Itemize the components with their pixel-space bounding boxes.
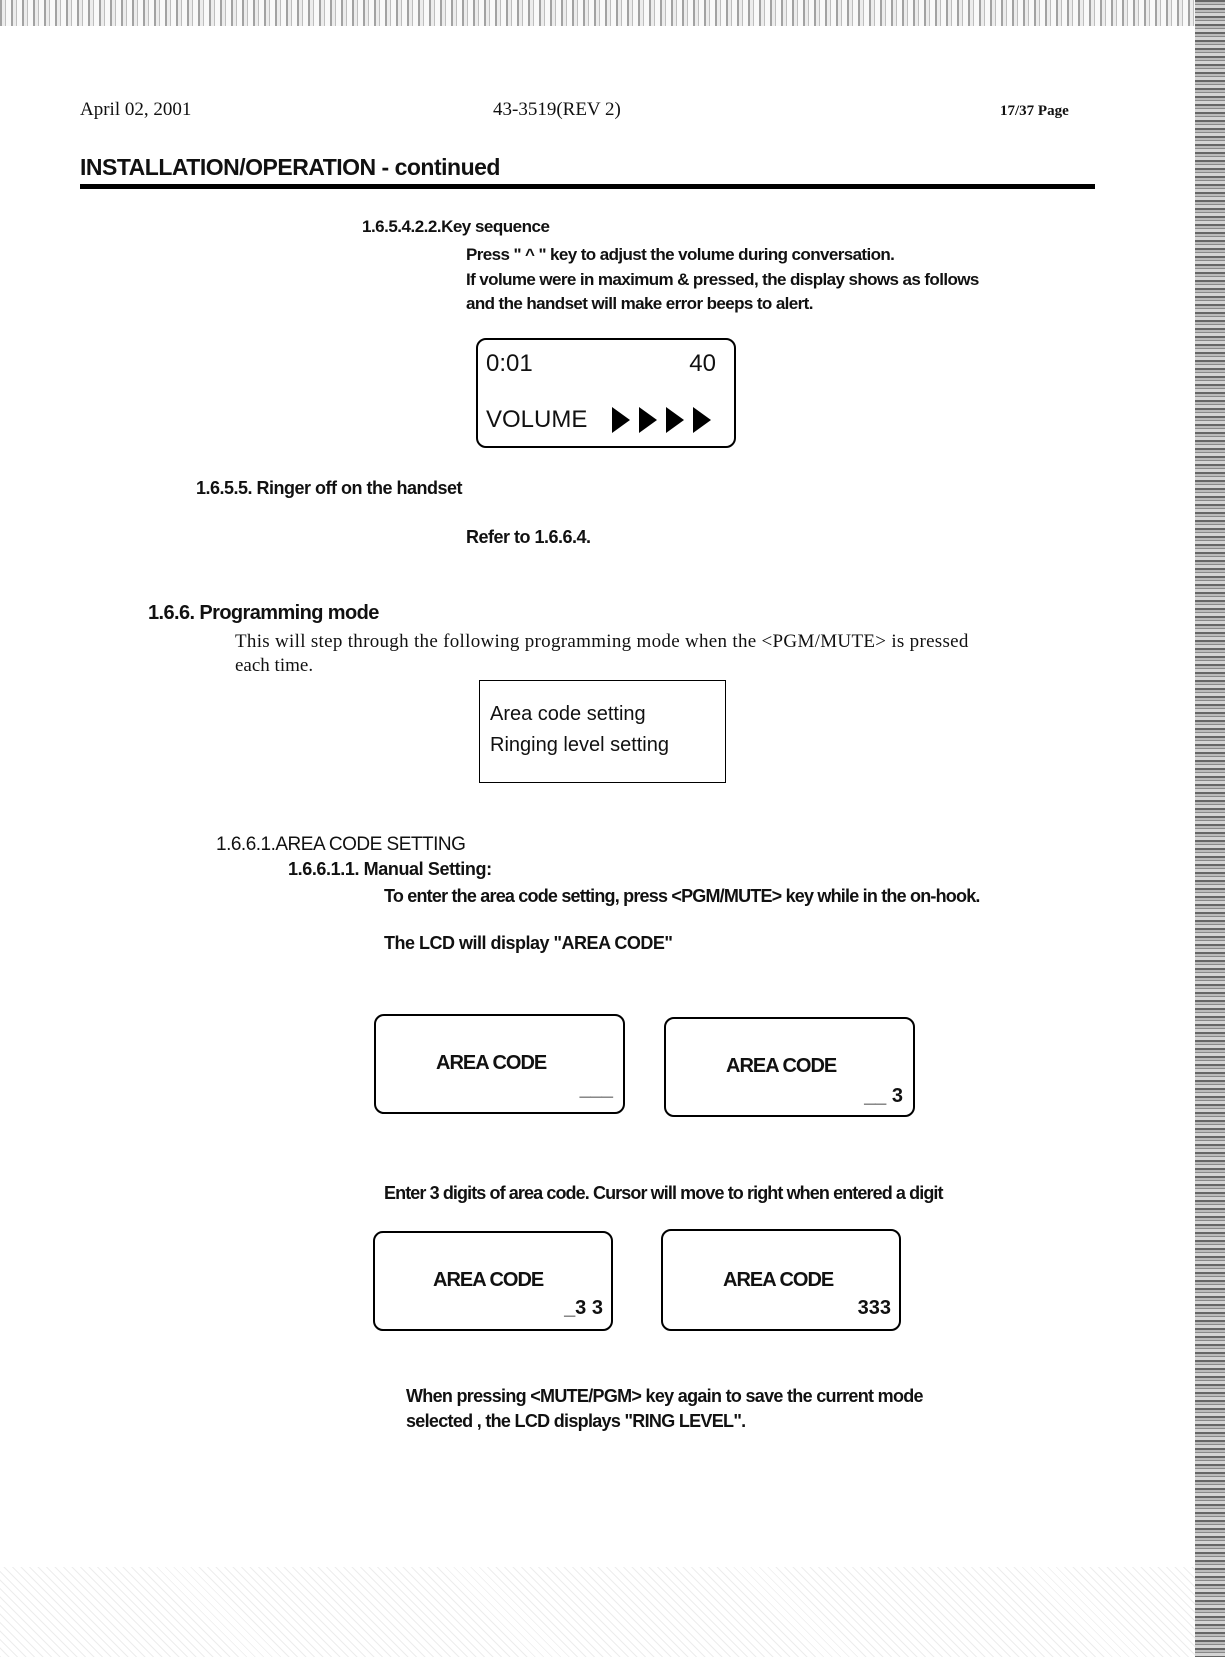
lcd-time: 0:01 [486, 350, 533, 377]
lcd-area-code-value: 333 [857, 1297, 891, 1319]
scan-noise-top [0, 0, 1225, 26]
programming-paragraph-line2: each time. [235, 655, 314, 676]
header-page: 17/37 Page [1000, 103, 1069, 119]
section-rule [80, 184, 1095, 189]
key-sequence-line: If volume were in maximum & pressed, the display shows as follows [466, 270, 979, 289]
ringer-refer: Refer to 1.6.6.4. [466, 527, 591, 547]
save-note-line2: selected , the LCD displays "RING LEVEL". [406, 1411, 746, 1431]
section-title: INSTALLATION/OPERATION - continued [80, 154, 500, 180]
area-code-enter-note: Enter 3 digits of area code. Cursor will move to right when entered a digit [384, 1183, 943, 1203]
lcd-area-code [664, 1017, 915, 1117]
key-sequence-line: Press " ^ " key to adjust the volume during conversation. [466, 245, 895, 264]
save-note-line1: When pressing <MUTE/PGM> key again to save the current mode [406, 1386, 923, 1406]
volume-level-arrow-icon [612, 407, 630, 433]
area-code-heading: 1.6.6.1.AREA CODE SETTING [216, 834, 466, 855]
lcd-area-code-label: AREA CODE [433, 1269, 544, 1291]
lcd-area-code-label: AREA CODE [726, 1055, 837, 1077]
area-code-instruction: To enter the area code setting, press <PGM/MUTE> key while in the on-hook. [384, 886, 980, 906]
lcd-area-code-label: AREA CODE [436, 1052, 547, 1074]
lcd-area-code-label: AREA CODE [723, 1269, 834, 1291]
header-date: April 02, 2001 [80, 99, 192, 120]
scan-noise-bottom [0, 1567, 1195, 1657]
key-sequence-line: and the handset will make error beeps to alert. [466, 294, 813, 313]
lcd-area-code-value: ___ [579, 1078, 613, 1100]
mode-item: Area code setting [490, 703, 646, 725]
programming-heading: 1.6.6. Programming mode [148, 602, 379, 624]
area-code-subheading: 1.6.6.1.1. Manual Setting: [288, 859, 492, 879]
lcd-number: 40 [689, 350, 716, 377]
lcd-area-code-value: _3 3 [564, 1297, 603, 1319]
volume-level-arrow-icon [666, 407, 684, 433]
area-code-display-note: The LCD will display "AREA CODE" [384, 933, 673, 953]
volume-level-arrow-icon [639, 407, 657, 433]
lcd-area-code [373, 1231, 613, 1331]
lcd-area-code [374, 1014, 625, 1114]
header-doc-number: 43-3519(REV 2) [493, 99, 621, 120]
volume-level-icons [608, 403, 723, 437]
lcd-volume-display [476, 338, 736, 448]
programming-modes-box [479, 680, 726, 783]
lcd-volume-label: VOLUME [486, 406, 588, 433]
volume-level-arrow-icon [693, 407, 711, 433]
programming-paragraph-line1: This will step through the following programming mode when the <PGM/MUTE> is pressed [235, 631, 969, 652]
scan-edge-right [1195, 0, 1225, 1657]
mode-item: Ringing level setting [490, 734, 669, 756]
lcd-area-code-value: __ 3 [864, 1085, 903, 1107]
lcd-area-code [661, 1229, 901, 1331]
ringer-heading: 1.6.5.5. Ringer off on the handset [196, 478, 463, 498]
key-sequence-heading: 1.6.5.4.2.2.Key sequence [362, 217, 550, 236]
